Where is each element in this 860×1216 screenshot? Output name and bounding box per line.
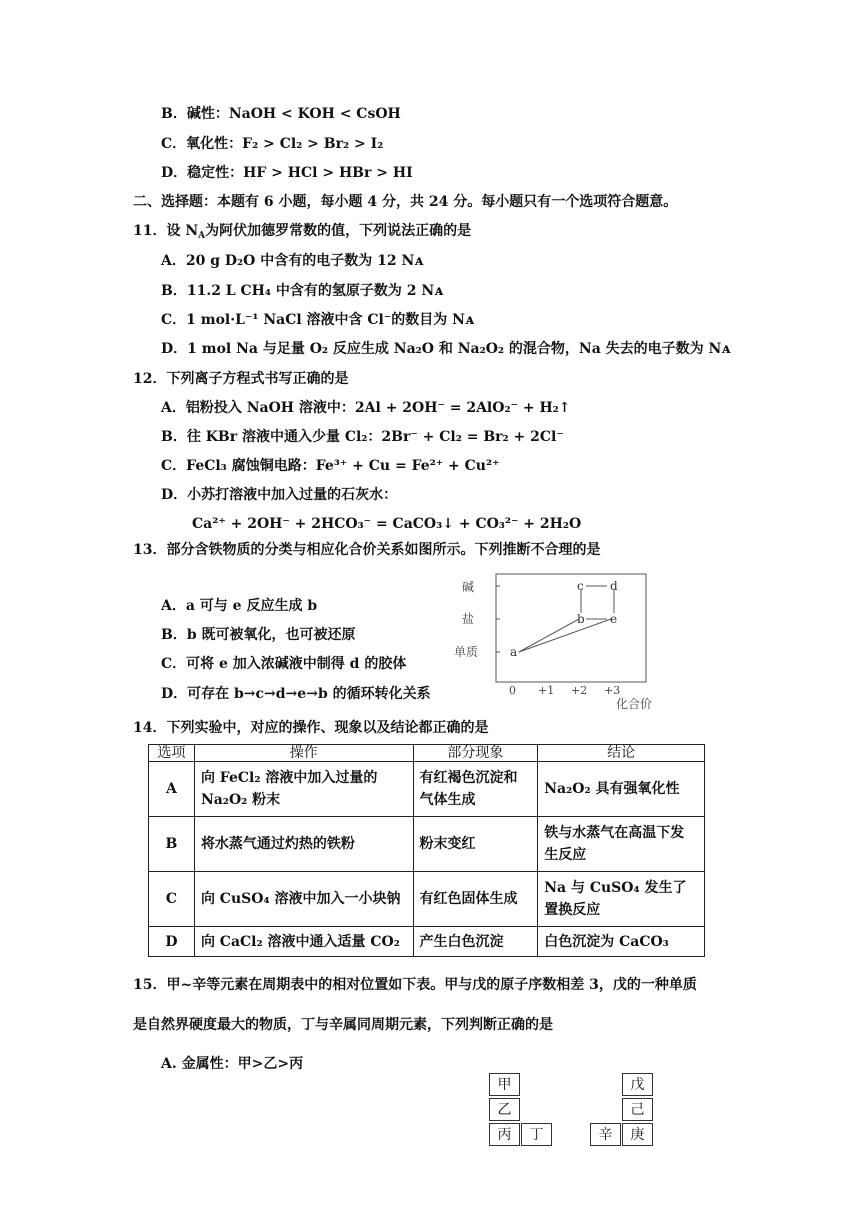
q15-option-a: A. 金属性：甲>乙>丙 [161, 1056, 304, 1072]
q11-option-c: C．1 mol·L⁻¹ NaCl 溶液中含 Cl⁻的数目为 Nᴀ [161, 312, 474, 328]
row-conclusion: Na₂O₂ 具有强氧化性 [538, 762, 705, 817]
element-bing: 丙 [489, 1123, 520, 1146]
point-a: a [510, 645, 518, 659]
q14-stem: 14．下列实验中，对应的操作、现象以及结论都正确的是 [133, 720, 489, 736]
x-label-0: 0 [509, 684, 516, 697]
table-header-row [149, 745, 705, 762]
header-option: 选项 [149, 745, 195, 762]
experiment-table [148, 744, 705, 957]
element-ding: 丁 [521, 1123, 552, 1146]
row-phenomenon: 粉末变红 [413, 817, 538, 872]
row-conclusion: 白色沉淀为 CaCO₃ [538, 927, 705, 957]
y-label-element: 单质 [454, 645, 479, 659]
section-header: 二、选择题：本题有 6 小题，每小题 4 分，共 24 分。每小题只有一个选项符合题意。 [133, 194, 678, 210]
q10-option-c: C．氧化性：F₂ > Cl₂ > Br₂ > I₂ [161, 136, 384, 152]
iron-valence-diagram [452, 568, 672, 713]
q12-option-d-equation: Ca²⁺ + 2OH⁻ + 2HCO₃⁻ = CaCO₃↓ + CO₃²⁻ + 2H₂O [192, 516, 582, 532]
y-label-base: 碱 [462, 580, 475, 594]
q11-option-a: A．20 g D₂O 中含有的电子数为 12 Nᴀ [161, 253, 424, 269]
row-option: B [149, 817, 195, 872]
row-conclusion: Na 与 CuSO₄ 发生了置换反应 [538, 872, 705, 927]
q13-option-b: B．b 既可被氧化，也可被还原 [161, 627, 356, 643]
element-ji: 己 [622, 1098, 653, 1121]
header-phenomenon: 部分现象 [413, 745, 538, 762]
q11-stem: 11．设 $N_A$为阿伏加德罗常数的值，下列说法正确的是 [133, 223, 472, 241]
row-operation: 将水蒸气通过灼热的铁粉 [194, 817, 413, 872]
q12-option-c: C．FeCl₃ 腐蚀铜电路：Fe³⁺ + Cu = Fe²⁺ + Cu²⁺ [161, 458, 500, 474]
table-row [149, 762, 705, 817]
row-conclusion: 铁与水蒸气在高温下发生反应 [538, 817, 705, 872]
element-wu: 戊 [622, 1073, 653, 1096]
table-row [149, 927, 705, 957]
row-phenomenon: 有红色固体生成 [413, 872, 538, 927]
element-xin: 辛 [590, 1123, 621, 1146]
q10-option-d: D．稳定性：HF > HCl > HBr > HI [161, 165, 413, 181]
x-label-1: +1 [538, 684, 555, 697]
row-option: C [149, 872, 195, 927]
table-row [149, 817, 705, 872]
row-operation: 向 CuSO₄ 溶液中加入一小块钠 [194, 872, 413, 927]
q12-option-d: D．小苏打溶液中加入过量的石灰水： [161, 487, 398, 503]
x-label-2: +2 [571, 684, 588, 697]
row-operation: 向 FeCl₂ 溶液中加入过量的 Na₂O₂ 粉末 [194, 762, 413, 817]
row-phenomenon: 有红褐色沉淀和气体生成 [413, 762, 538, 817]
point-d: d [610, 579, 618, 593]
q13-option-d: D．可存在 b→c→d→e→b 的循环转化关系 [161, 686, 431, 702]
element-yi: 乙 [489, 1098, 520, 1121]
y-label-salt: 盐 [462, 612, 475, 626]
q12-option-b: B．往 KBr 溶液中通入少量 Cl₂：2Br⁻ + Cl₂ = Br₂ + 2Cl⁻ [161, 429, 564, 445]
row-operation: 向 CaCl₂ 溶液中通入适量 CO₂ [194, 927, 413, 957]
x-label-3: +3 [604, 684, 621, 697]
row-phenomenon: 产生白色沉淀 [413, 927, 538, 957]
point-e: e [610, 612, 618, 626]
q13-option-a: A．a 可与 e 反应生成 b [161, 598, 318, 614]
q10-option-b: B．碱性：NaOH < KOH < CsOH [161, 106, 401, 122]
q15-stem-line1: 15．甲~辛等元素在周期表中的相对位置如下表。甲与戊的原子序数相差 3，戊的一种单质 [133, 977, 697, 993]
x-axis-title: 化合价 [616, 697, 653, 711]
q15-stem-line2: 是自然界硬度最大的物质，丁与辛属同周期元素，下列判断正确的是 [133, 1017, 553, 1033]
q12-stem: 12．下列离子方程式书写正确的是 [133, 371, 349, 387]
element-geng: 庚 [622, 1123, 653, 1146]
q11-option-d: D．1 mol Na 与足量 O₂ 反应生成 Na₂O 和 Na₂O₂ 的混合物，Na 失去的电子数为 Nᴀ [161, 341, 731, 357]
row-option: A [149, 762, 195, 817]
q12-option-a: A．铝粉投入 NaOH 溶液中：2Al + 2OH⁻ = 2AlO₂⁻ + H₂↑ [161, 400, 571, 416]
point-b: b [577, 612, 585, 626]
point-c: c [577, 579, 584, 593]
table-row [149, 872, 705, 927]
q13-option-c: C．可将 e 加入浓碱液中制得 d 的胶体 [161, 656, 407, 672]
row-option: D [149, 927, 195, 957]
header-operation: 操作 [194, 745, 413, 762]
element-jia: 甲 [489, 1073, 520, 1096]
q13-stem: 13．部分含铁物质的分类与相应化合价关系如图所示。下列推断不合理的是 [133, 542, 601, 558]
q11-option-b: B．11.2 L CH₄ 中含有的氢原子数为 2 Nᴀ [161, 283, 444, 299]
header-conclusion: 结论 [538, 745, 705, 762]
